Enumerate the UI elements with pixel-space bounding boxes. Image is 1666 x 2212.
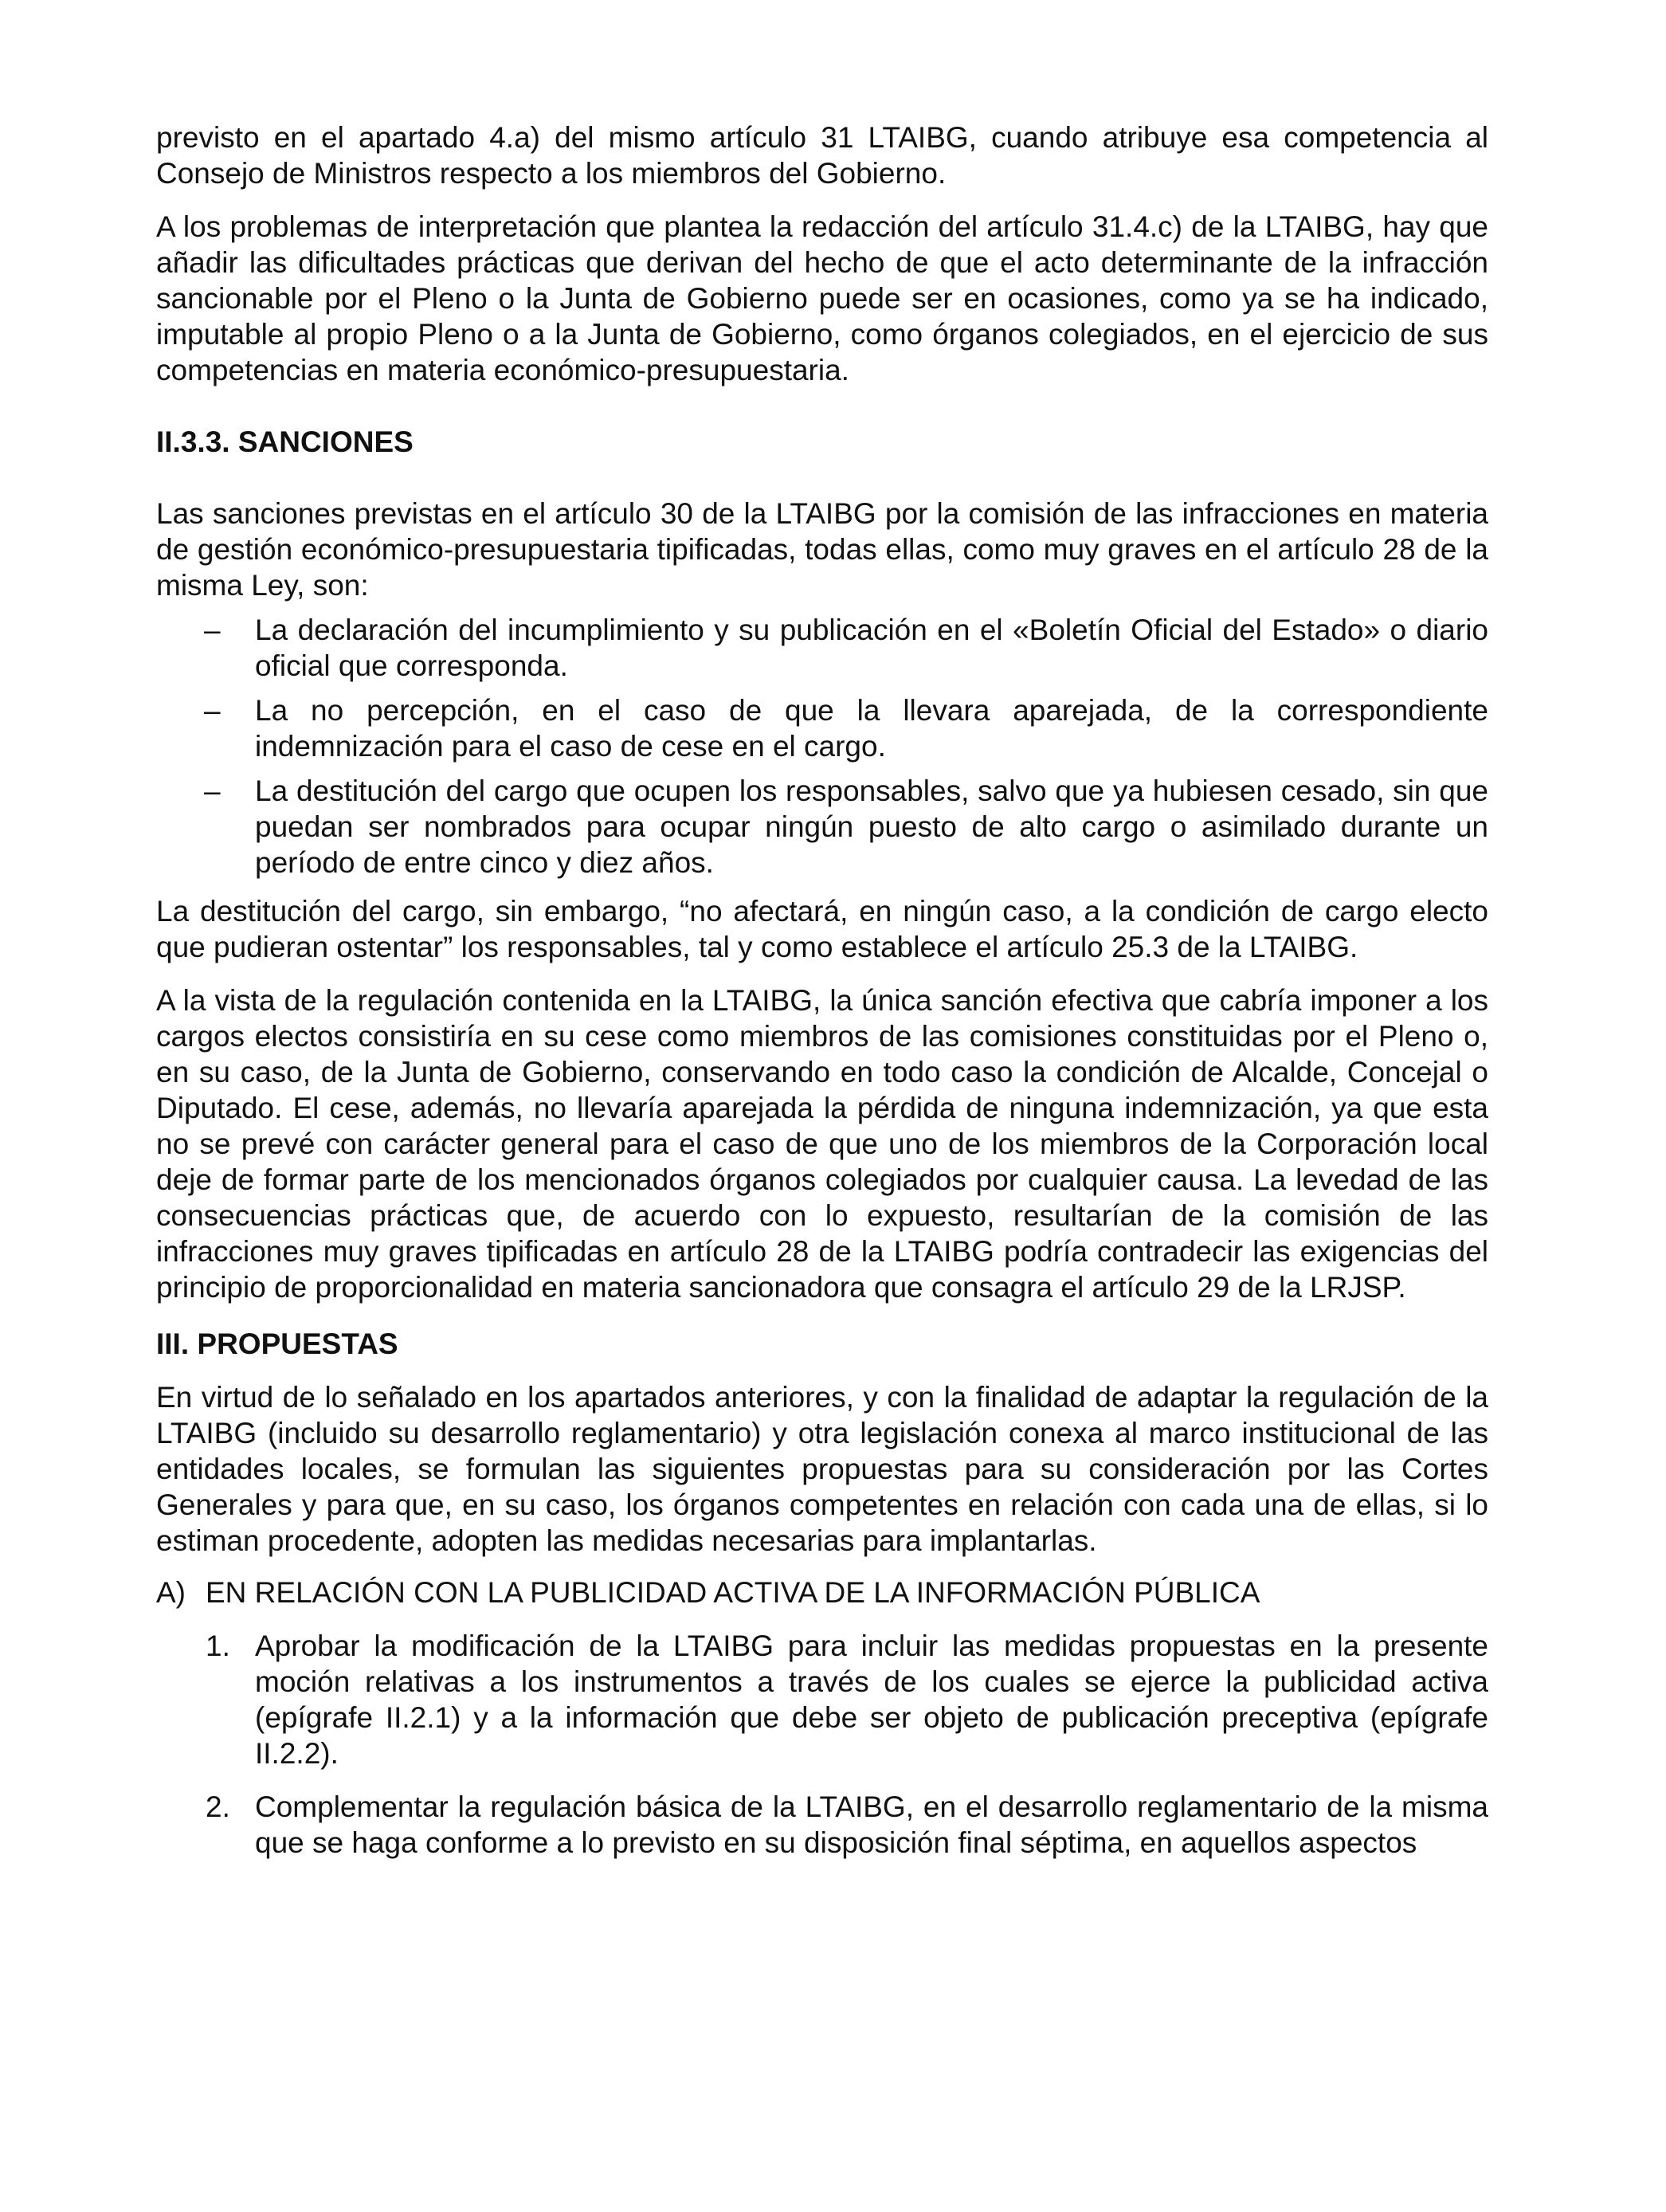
list-item-text: La declaración del incumplimiento y su publicación en el «Boletín Oficial del Estado» o diario oficial que corresponda. bbox=[255, 614, 1488, 682]
dash-marker: – bbox=[204, 614, 221, 646]
paragraph-destitucion: La destitución del cargo, sin embargo, “no afectará, en ningún caso, a la condición de cargo electo que pudieran ostentar” los responsables, tal y como establece el artículo 25.3 de la LTAIBG. bbox=[156, 895, 1488, 963]
paragraph-propuestas-intro: En virtud de lo señalado en los apartados anteriores, y con la finalidad de adaptar la regulación de la LTAIBG (incluido su desarrollo reglamentario) y otra legislación conexa al marco institucional de las entidades locales, se formulan las siguientes propuestas para su consideración por las Cortes Generales y para que, en su caso, los órganos competentes en relación con cada una de ellas, si lo estiman procedente, adopten las medidas necesarias para implantarlas. bbox=[156, 1381, 1488, 1557]
section-title-text: EN RELACIÓN CON LA PUBLICIDAD ACTIVA DE LA INFORMACIÓN PÚBLICA bbox=[206, 1576, 1260, 1609]
heading-propuestas: III. PROPUESTAS bbox=[156, 1328, 398, 1360]
list-item-text: Complementar la regulación básica de la LTAIBG, en el desarrollo reglamentario de la misma que se haga conforme a lo previsto en su disposición final séptima, en aquellos aspectos bbox=[255, 1790, 1488, 1859]
paragraph-sanciones-intro: Las sanciones previstas en el artículo 30 de la LTAIBG por la comisión de las infracciones en materia de gestión económico-presupuestaria tipificadas, todas ellas, como muy graves en el artículo 28 de la misma Ley, son: bbox=[156, 497, 1488, 602]
list-item bbox=[156, 612, 1488, 684]
list-item bbox=[156, 773, 1488, 880]
section-a-title bbox=[156, 1575, 1488, 1610]
list-item-text: La destitución del cargo que ocupen los responsables, salvo que ya hubiesen cesado, sin que puedan ser nombrados para ocupar ningún puesto de alto cargo o asimilado durante un período de entre cinco y diez años. bbox=[255, 775, 1488, 879]
list-item-text: La no percepción, en el caso de que la llevara aparejada, de la correspondiente indemnización para el caso de cese en el cargo. bbox=[255, 694, 1488, 763]
document-page bbox=[156, 120, 1488, 1861]
propuestas-list bbox=[156, 1628, 1488, 1861]
paragraph-vista: A la vista de la regulación contenida en la LTAIBG, la única sanción efectiva que cabría imponer a los cargos electos consistiría en su cese como miembros de las comisiones constituidas por el Pleno o, en su caso, de la Junta de Gobierno, conservando en todo caso la condición de Alcalde, Concejal o Diputado. El cese, además, no llevaría aparejada la pérdida de ninguna indemnización, ya que esta no se prevé con carácter general para el caso de que uno de los miembros de la Corporación local deje de formar parte de los mencionados órganos colegiados por cualquier causa. La levedad de las consecuencias prácticas que, de acuerdo con lo expuesto, resultarían de la comisión de las infracciones muy graves tipificadas en artículo 28 de la LTAIBG podría contradecir las exigencias del principio de proporcionalidad en materia sancionadora que consagra el artículo 29 de la LRJSP. bbox=[156, 984, 1488, 1304]
list-item bbox=[156, 1789, 1488, 1861]
dash-marker: – bbox=[204, 694, 221, 727]
paragraph-previsto: previsto en el apartado 4.a) del mismo artículo 31 LTAIBG, cuando atribuye esa competencia al Consejo de Ministros respecto a los miembros del Gobierno. bbox=[156, 121, 1488, 190]
number-marker: 2. bbox=[206, 1790, 230, 1823]
sanciones-list bbox=[156, 612, 1488, 880]
list-item-text: Aprobar la modificación de la LTAIBG para incluir las medidas propuestas en la presente moción relativas a los instrumentos a través de los cuales se ejerce la publicidad activa (epígrafe II.2.1) y a la información que debe ser objeto de publicación preceptiva (epígrafe II.2.2). bbox=[255, 1630, 1488, 1770]
list-item bbox=[156, 1628, 1488, 1771]
dash-marker: – bbox=[204, 775, 221, 807]
heading-sanciones: II.3.3. SANCIONES bbox=[156, 426, 414, 458]
section-marker: A) bbox=[156, 1576, 186, 1609]
number-marker: 1. bbox=[206, 1630, 230, 1662]
paragraph-problemas: A los problemas de interpretación que plantea la redacción del artículo 31.4.c) de la LTAIBG, hay que añadir las dificultades prácticas que derivan del hecho de que el acto determinante de la infracción sancionable por el Pleno o la Junta de Gobierno puede ser en ocasiones, como ya se ha indicado, imputable al propio Pleno o a la Junta de Gobierno, como órganos colegiados, en el ejercicio de sus competencias en materia económico-presupuestaria. bbox=[156, 210, 1488, 386]
list-item bbox=[156, 692, 1488, 764]
